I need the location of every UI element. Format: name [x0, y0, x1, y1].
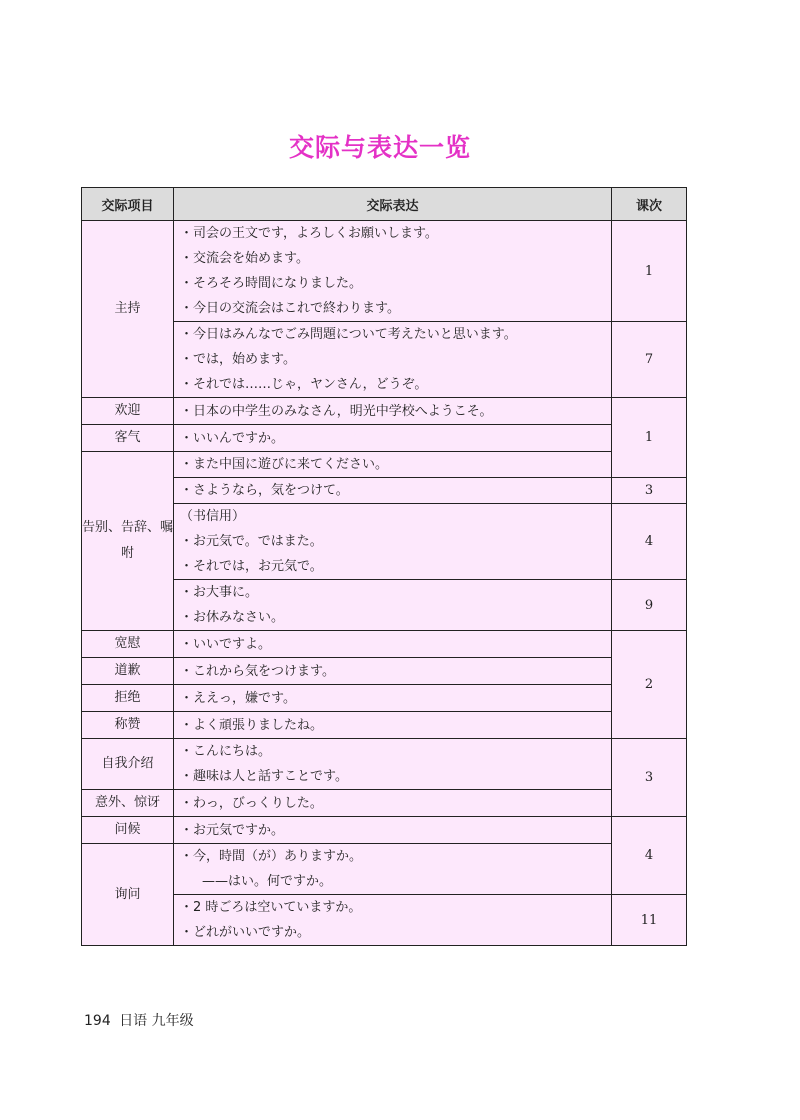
table-row	[82, 425, 687, 452]
expression-line: ・趣味は人と話すことです。	[180, 769, 348, 784]
expression-line: ・これから気をつけます。	[180, 663, 335, 679]
expression-line: ・では，始めます。	[180, 352, 296, 367]
lesson-cell: 11	[612, 895, 687, 946]
item-cell: 问候	[82, 817, 174, 844]
expression-cell	[174, 504, 612, 580]
table-row	[82, 685, 687, 712]
expression-line: （书信用）	[180, 509, 246, 524]
book-title: 日语 九年级	[119, 1013, 194, 1029]
header-lesson: 课次	[612, 188, 687, 221]
expression-cell	[174, 478, 612, 504]
expression-line: ・今日はみんなでごみ問題について考えたいと思います。	[180, 327, 517, 342]
lesson-cell: 9	[612, 580, 687, 631]
header-item: 交际项目	[82, 188, 174, 221]
item-cell: 询问	[82, 844, 174, 946]
expression-line: ・司会の王文です，よろしくお願いします。	[180, 226, 438, 241]
expression-line: ・お元気ですか。	[180, 822, 285, 838]
expression-line: ・交流会を始めます。	[180, 251, 309, 266]
expression-line: ・お休みなさい。	[180, 610, 285, 625]
table-row	[82, 221, 687, 322]
item-cell: 告别、告辞、嘱咐	[82, 452, 174, 631]
item-cell: 自我介绍	[82, 739, 174, 790]
expression-cell	[174, 817, 612, 844]
communication-table	[81, 187, 687, 946]
expression-cell	[174, 398, 612, 425]
expression-line: ・ええっ，嫌です。	[180, 690, 296, 706]
lesson-cell: 1	[612, 398, 687, 478]
expression-line: ・お大事に。	[180, 585, 259, 600]
lesson-cell: 1	[612, 221, 687, 322]
header-row	[82, 188, 687, 221]
expression-cell	[174, 452, 612, 478]
expression-line: ・さようなら，気をつけて。	[180, 483, 349, 498]
expression-cell	[174, 658, 612, 685]
lesson-cell: 7	[612, 322, 687, 398]
table-row	[82, 790, 687, 817]
expression-cell	[174, 739, 612, 790]
expression-cell	[174, 322, 612, 398]
lesson-cell: 2	[612, 631, 687, 739]
expression-line: ・そろそろ時間になりました。	[180, 276, 363, 291]
page-title: 交际与表达一览	[288, 133, 471, 162]
item-cell: 道歉	[82, 658, 174, 685]
expression-line: ・それでは，お元気で。	[180, 559, 323, 574]
expression-line: ・こんにちは。	[180, 744, 272, 759]
expression-cell	[174, 790, 612, 817]
page-number: 194	[84, 1013, 111, 1029]
expression-line: ・2 時ごろは空いていますか。	[180, 900, 362, 915]
lesson-cell: 3	[612, 739, 687, 817]
expression-line: ・お元気で。ではまた。	[180, 534, 323, 549]
expression-cell	[174, 221, 612, 322]
expression-cell	[174, 895, 612, 946]
lesson-cell: 4	[612, 817, 687, 895]
expression-line: ・日本の中学生のみなさん，明光中学校へようこそ。	[180, 403, 493, 419]
table-row	[82, 712, 687, 739]
expression-line: ・よく頑張りましたね。	[180, 717, 324, 733]
table-row	[82, 452, 687, 478]
expression-cell	[174, 580, 612, 631]
expression-cell	[174, 712, 612, 739]
table-row	[82, 658, 687, 685]
expression-cell	[174, 425, 612, 452]
expression-cell	[174, 844, 612, 895]
expression-line: ・いいですよ。	[180, 636, 272, 652]
lesson-cell: 4	[612, 504, 687, 580]
item-cell: 称赞	[82, 712, 174, 739]
expression-line: ・今日の交流会はこれで終わります。	[180, 301, 400, 316]
table-row	[82, 739, 687, 790]
table-row	[82, 844, 687, 895]
expression-line: ・いいんですか。	[180, 430, 285, 446]
expression-cell	[174, 631, 612, 658]
table-row	[82, 631, 687, 658]
page-footer	[84, 1010, 194, 1030]
expression-line: ・今，時間（が）ありますか。	[180, 849, 363, 864]
item-cell: 意外、惊讶	[82, 790, 174, 817]
item-cell: 拒绝	[82, 685, 174, 712]
lesson-cell: 3	[612, 478, 687, 504]
expression-line: ・それでは……じゃ，ヤンさん，どうぞ。	[180, 377, 428, 392]
item-cell: 欢迎	[82, 398, 174, 425]
expression-line: ・どれがいいですか。	[180, 925, 311, 940]
item-cell: 主持	[82, 221, 174, 398]
item-cell: 客气	[82, 425, 174, 452]
expression-line: ・また中国に遊びに来てください。	[180, 457, 389, 472]
table-row	[82, 817, 687, 844]
expression-line: ・わっ，びっくりした。	[180, 795, 323, 811]
expression-cell	[174, 685, 612, 712]
item-cell: 宽慰	[82, 631, 174, 658]
expression-line: ——はい。何ですか。	[202, 874, 333, 889]
header-expression: 交际表达	[174, 188, 612, 221]
table-row	[82, 398, 687, 425]
